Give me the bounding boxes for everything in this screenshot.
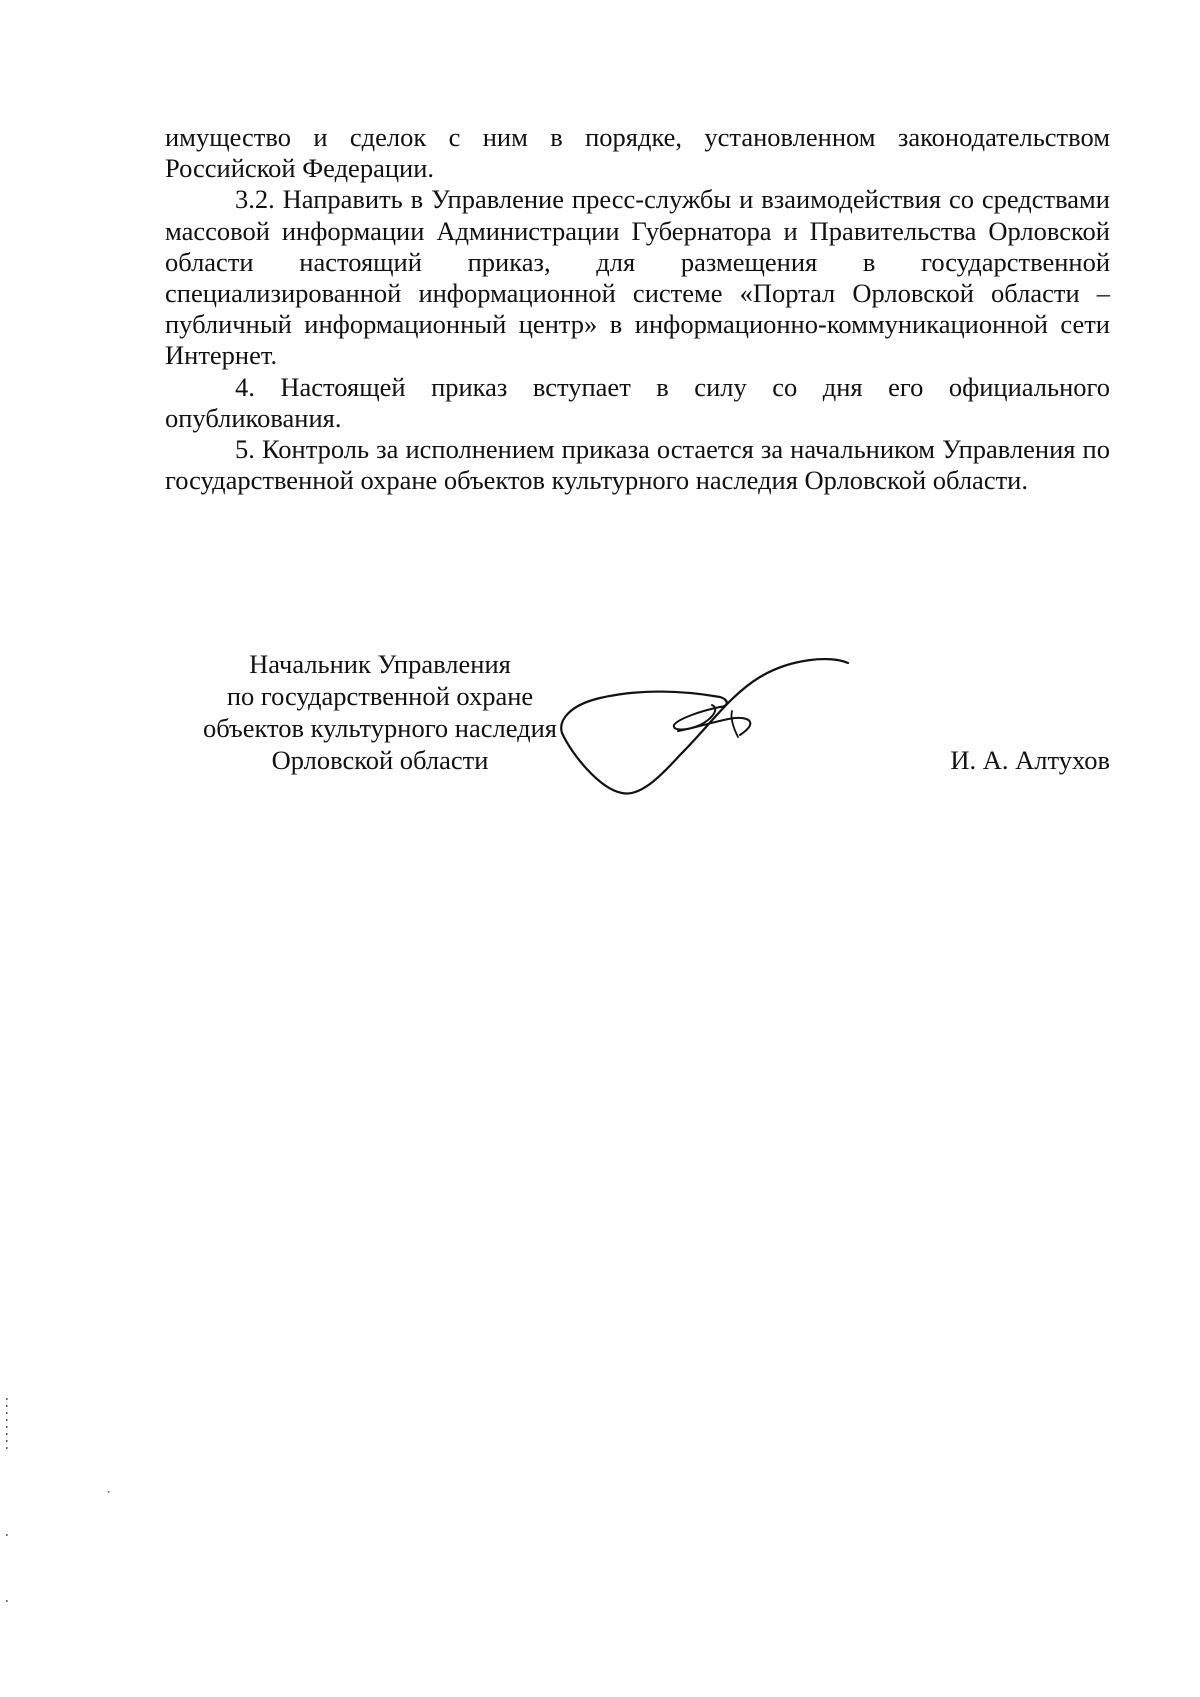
signatory-name: И. А. Алтухов bbox=[950, 745, 1110, 775]
paragraph-4: 4. Настоящей приказ вступает в силу со дня его официального опубликования. bbox=[165, 371, 1110, 433]
signatory-position-line: по государственной охране bbox=[226, 681, 534, 711]
signatory-position-line: объектов культурного наследия bbox=[202, 713, 557, 743]
paragraph-3-2: 3.2. Направить в Управление пресс-службы и взаимодействия со средствами массовой информации Администрации Губернатора и Правительства Орловской области настоящий приказ, для размещения в государственной специализированной информационной системе «Портал Орловской области – публичный информационный центр» в информационно-коммуникационной сети Интернет. bbox=[165, 184, 1110, 371]
paragraph-continuation: имущество и сделок с ним в порядке, установленном законодательством Российской Федерации. bbox=[165, 122, 1110, 184]
paragraph-5: 5. Контроль за исполнением приказа остается за начальником Управления по государственной охране объектов культурного наследия Орловской области. bbox=[165, 434, 1110, 496]
signatory-position-line: Начальник Управления bbox=[249, 649, 511, 679]
signatory-position-line: Орловской области bbox=[271, 745, 489, 775]
